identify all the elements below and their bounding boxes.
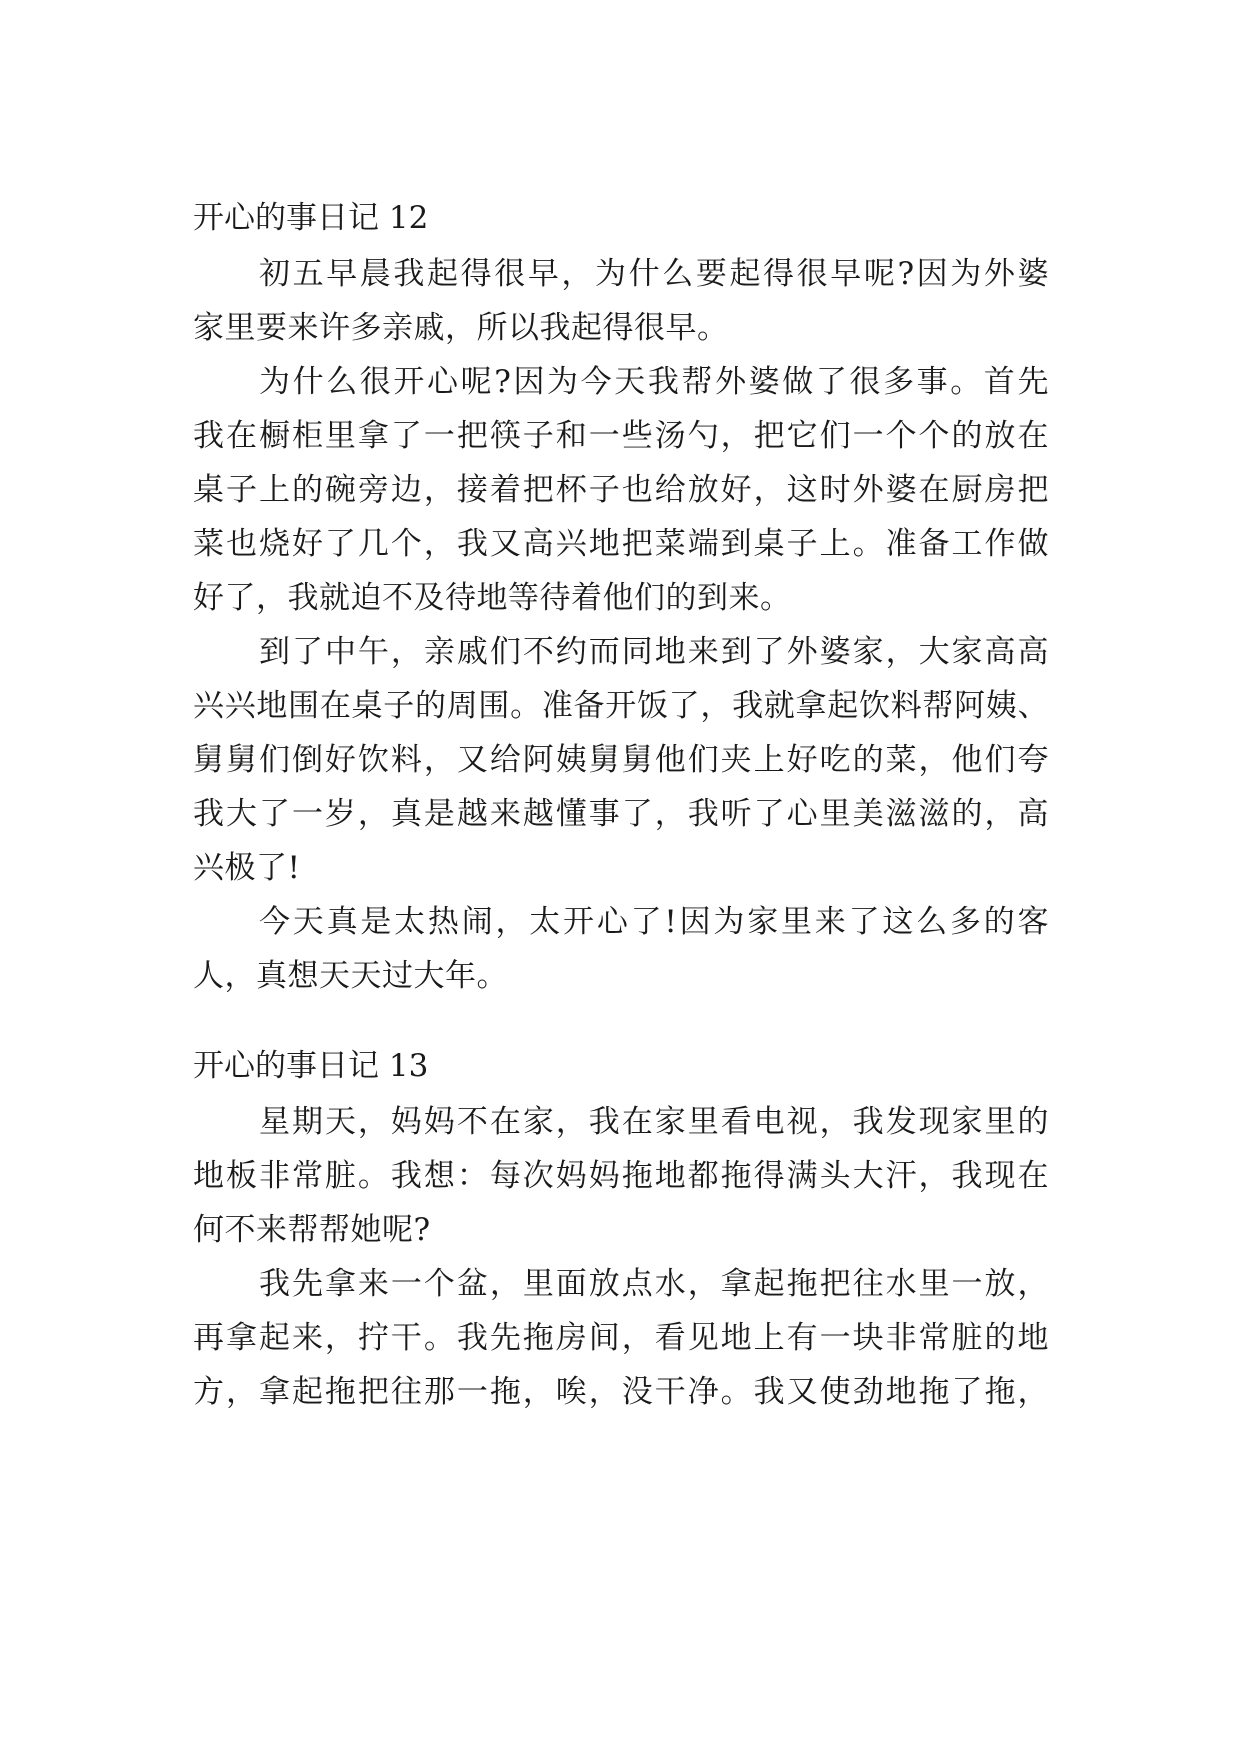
paragraph-line: 兴极了! [193, 850, 301, 886]
paragraph-line: 桌子上的碗旁边，接着把杯子也给放好，这时外婆在厨房把 [193, 472, 1049, 508]
paragraph-line: 今天真是太热闹，太开心了!因为家里来了这么多的客 [259, 904, 1049, 940]
diary-heading-13: 开心的事日记 13 [193, 1048, 429, 1084]
paragraph-line: 兴兴地围在桌子的周围。准备开饭了，我就拿起饮料帮阿姨、 [193, 688, 1049, 724]
paragraph-line: 我先拿来一个盆，里面放点水，拿起拖把往水里一放， [259, 1266, 1049, 1302]
paragraph-line: 家里要来许多亲戚，所以我起得很早。 [193, 310, 729, 346]
paragraph-line: 为什么很开心呢?因为今天我帮外婆做了很多事。首先 [259, 364, 1049, 400]
paragraph-line: 星期天，妈妈不在家，我在家里看电视，我发现家里的 [259, 1104, 1049, 1140]
paragraph-line: 菜也烧好了几个，我又高兴地把菜端到桌子上。准备工作做 [193, 526, 1049, 562]
paragraph-line: 舅舅们倒好饮料，又给阿姨舅舅他们夹上好吃的菜，他们夸 [193, 742, 1049, 778]
paragraph-line: 好了，我就迫不及待地等待着他们的到来。 [193, 580, 792, 616]
diary-heading-12: 开心的事日记 12 [193, 200, 429, 236]
paragraph-line: 何不来帮帮她呢? [193, 1212, 431, 1248]
paragraph-line: 再拿起来，拧干。我先拖房间，看见地上有一块非常脏的地 [193, 1320, 1049, 1356]
paragraph-line: 地板非常脏。我想：每次妈妈拖地都拖得满头大汗，我现在 [193, 1158, 1049, 1194]
paragraph-line: 人，真想天天过大年。 [193, 958, 508, 994]
paragraph-line: 方，拿起拖把往那一拖，唉，没干净。我又使劲地拖了拖， [193, 1374, 1049, 1410]
paragraph-line: 我大了一岁，真是越来越懂事了，我听了心里美滋滋的，高 [193, 796, 1049, 832]
paragraph-line: 初五早晨我起得很早，为什么要起得很早呢?因为外婆 [259, 256, 1049, 292]
paragraph-line: 到了中午，亲戚们不约而同地来到了外婆家，大家高高 [259, 634, 1049, 670]
paragraph-line: 我在橱柜里拿了一把筷子和一些汤勺，把它们一个个的放在 [193, 418, 1049, 454]
